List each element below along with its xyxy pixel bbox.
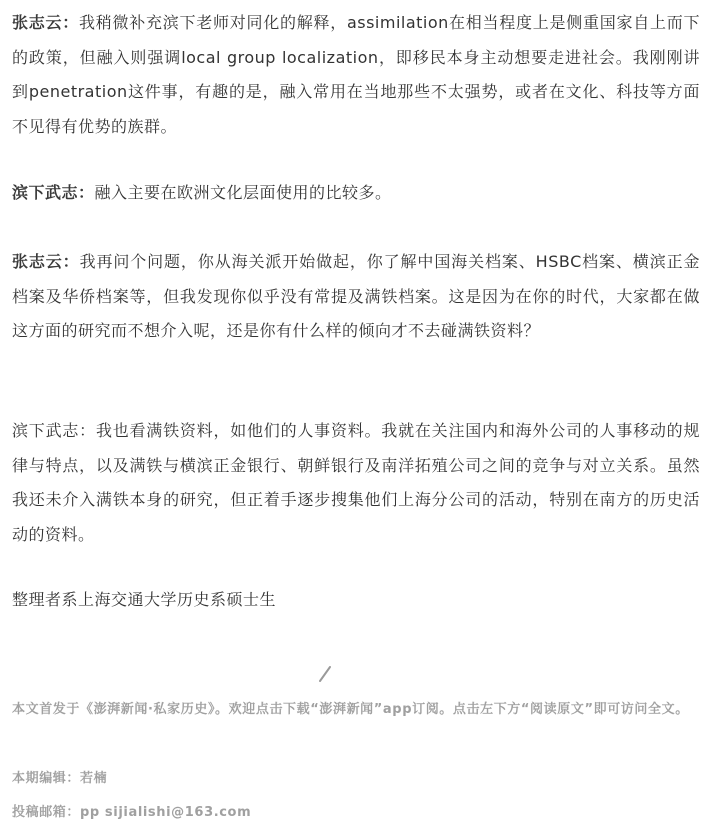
slash-divider-icon [313, 664, 337, 684]
speaker-name: 张志云： [12, 13, 79, 32]
speaker-name: 张志云： [12, 252, 80, 271]
paragraph-zhang-1 [12, 6, 700, 144]
speaker-name: 滨下武志： [12, 183, 95, 202]
paragraph-zhang-2 [12, 245, 700, 349]
paragraph-text: 我也看满铁资料，如他们的人事资料。我就在关注国内和海外公司的人事移动的规律与特点，以及满铁与横滨正金银行、朝鲜银行及南洋拓殖公司之间的竞争与对立关系。虽然我还未介入满铁本身的研究，但正着手逐步搜集他们上海分公司的活动，特别在南方的历史活动的资料。 [12, 421, 700, 544]
editor-credit: 本期编辑：若楠 [12, 771, 108, 786]
paragraph-text: 融入主要在欧洲文化层面使用的比较多。 [94, 183, 392, 202]
submission-email: 投稿邮箱：pp sijialishi@163.com [12, 805, 252, 820]
paragraph-hamashita-1 [12, 176, 700, 211]
speaker-name: 滨下武志： [12, 421, 96, 440]
publication-note: 本文首发于《澎湃新闻·私家历史》。欢迎点击下载“澎湃新闻”app订阅。点击左下方“阅读原文”即可访问全文。 [12, 702, 689, 717]
paragraph-hamashita-2 [12, 414, 700, 552]
paragraph-text: 我再问个问题，你从海关派开始做起，你了解中国海关档案、HSBC档案、横滨正金档案及华侨档案等，但我发现你似乎没有常提及满铁档案。这是因为在你的时代，大家都在做这方面的研究而不想介入呢，还是你有什么样的倾向才不去碰满铁资料？ [12, 252, 700, 340]
compiler-note: 整理者系上海交通大学历史系硕士生 [12, 590, 277, 609]
paragraph-text: 我稍微补充滨下老师对同化的解释，assimilation在相当程度上是侧重国家自上而下的政策，但融入则强调local group localization，即移民本身主动想要走进社会。我刚刚讲到penetration这件事，有趣的是，融入常用在当地那些不太强势，或者在文化、科技等方面不见得有优势的族群。 [12, 13, 700, 136]
